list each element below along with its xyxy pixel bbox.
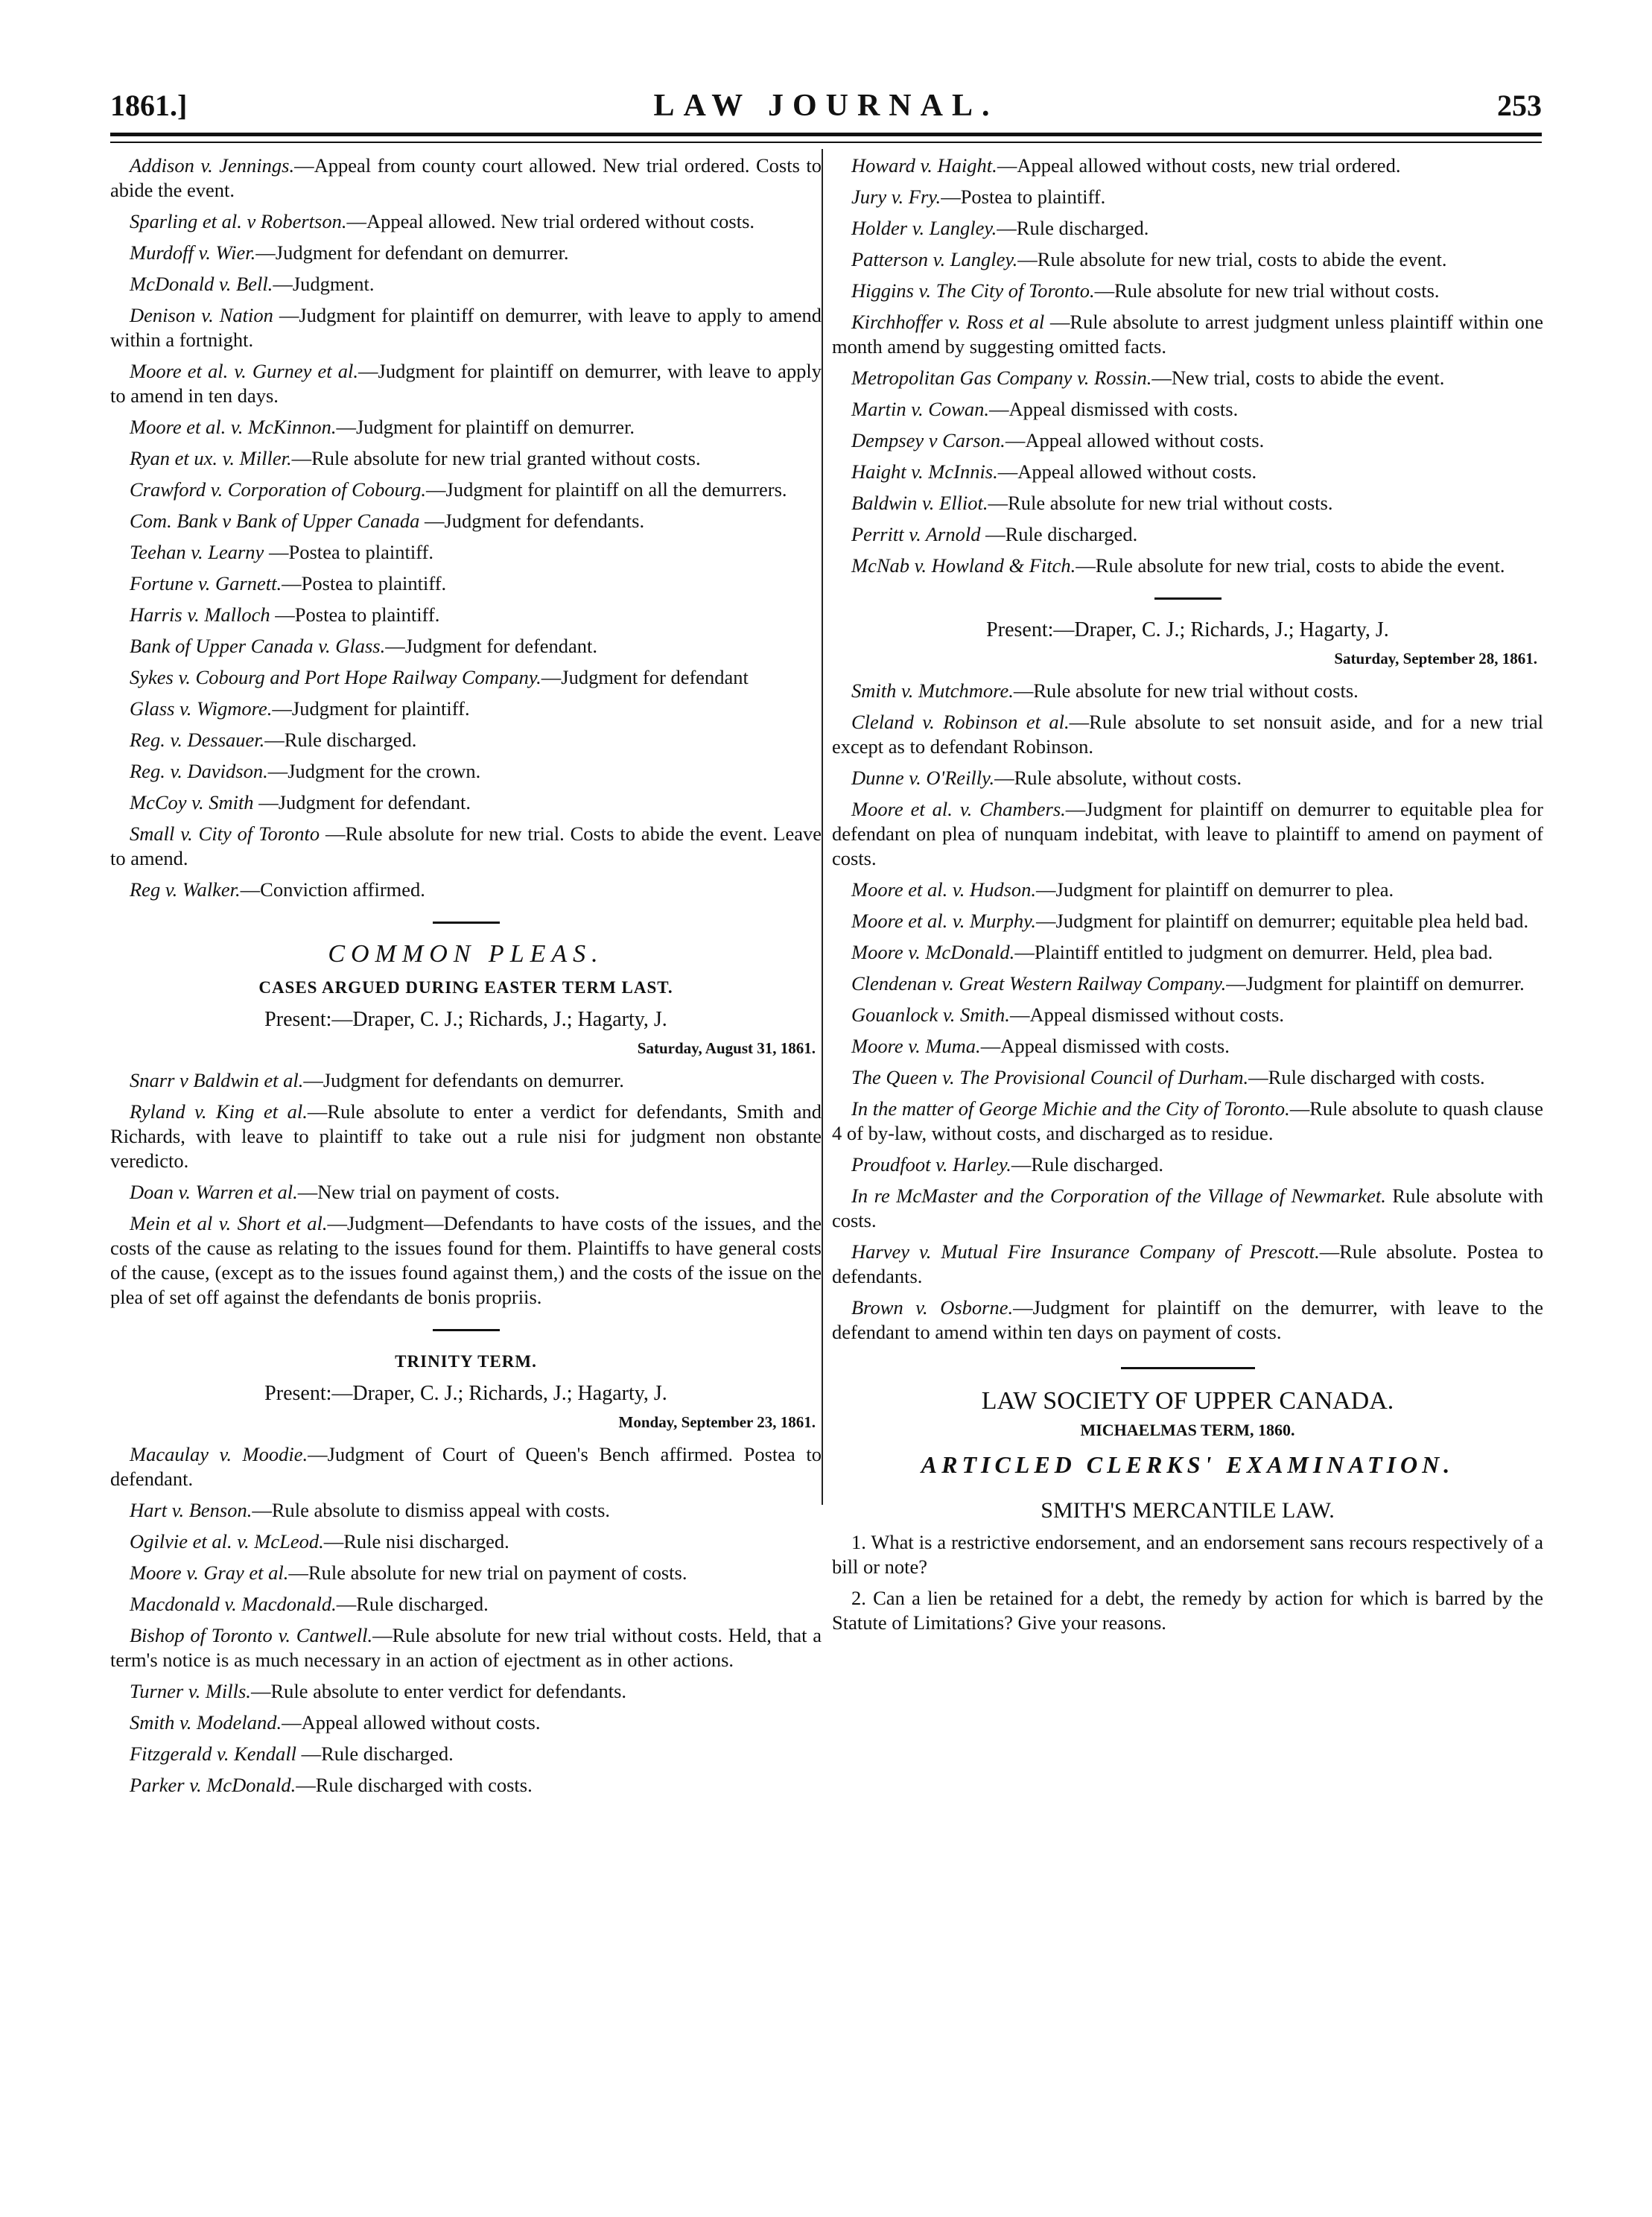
case-entry xyxy=(110,1498,822,1523)
trinity-entries xyxy=(110,1442,822,1798)
common-pleas-present: Present:—Draper, C. J.; Richards, J.; Hagarty, J. xyxy=(264,1008,667,1031)
case-parties: Brown v. Osborne. xyxy=(851,1296,1014,1319)
case-entry xyxy=(832,971,1543,996)
case-ruling: —Appeal allowed without costs, new trial ordered. xyxy=(997,154,1401,177)
case-ruling: —Judgment for plaintiff on demurrer. xyxy=(336,416,635,438)
case-parties: Turner v. Mills. xyxy=(130,1680,251,1702)
case-entry xyxy=(110,509,822,533)
case-entry xyxy=(832,878,1543,902)
case-entry xyxy=(110,1623,822,1672)
case-entry xyxy=(832,797,1543,871)
case-entry xyxy=(832,766,1543,790)
case-parties: Fortune v. Garnett. xyxy=(130,572,282,594)
case-ruling: —Rule absolute for new trial without costs. xyxy=(1094,279,1440,302)
case-entry xyxy=(110,697,822,721)
exam-heading: ARTICLED CLERKS' EXAMINATION. xyxy=(921,1451,1455,1478)
law-society-heading: LAW SOCIETY OF UPPER CANADA. xyxy=(981,1387,1394,1415)
case-entry xyxy=(110,571,822,596)
header-rule-thick xyxy=(110,133,1542,136)
case-parties: Smith v. Mutchmore. xyxy=(851,679,1014,702)
case-entry xyxy=(110,1710,822,1735)
case-ruling: —Rule discharged. xyxy=(997,217,1149,239)
case-ruling: —Judgment—Defendants to have costs of the issues, and the costs of the cause as relating to the issues found for them. Plaintiffs to have general costs of the cause, (except as to the issues found against them,) and the costs of the issue on the plea of set off against the defendants de bonis propriis. xyxy=(110,1212,822,1308)
exam-question: 1. What is a restrictive endorsement, and an endorsement sans recours respectively of a bill or note? xyxy=(832,1531,1543,1578)
case-ruling: —Appeal from county court allowed. New trial ordered. Costs to abide the event. xyxy=(110,154,822,201)
case-parties: Denison v. Nation xyxy=(130,304,273,326)
column-divider xyxy=(822,149,823,1505)
case-entry xyxy=(832,522,1543,547)
case-ruling: —Rule discharged. xyxy=(980,523,1138,545)
case-ruling: —Judgment for defendants on demurrer. xyxy=(303,1069,624,1091)
case-parties: Haight v. McInnis. xyxy=(851,460,998,483)
case-entry xyxy=(832,554,1543,578)
case-parties: McCoy v. Smith xyxy=(130,791,254,813)
case-entry xyxy=(832,247,1543,272)
case-entry xyxy=(832,1097,1543,1146)
sept28-date: Saturday, September 28, 1861. xyxy=(1334,650,1537,667)
case-ruling: —Rule absolute to enter a verdict for defendants, Smith and Richards, with leave to plaintiff to take out a rule nisi for judgment non obstante veredicto. xyxy=(110,1100,822,1172)
case-entry xyxy=(110,1592,822,1617)
case-entry xyxy=(110,1068,822,1093)
case-entry xyxy=(110,1529,822,1554)
case-parties: Moore v. Muma. xyxy=(851,1035,981,1057)
case-parties: Ogilvie et al. v. McLeod. xyxy=(130,1530,324,1552)
case-entry xyxy=(110,1180,822,1205)
case-parties: Clendenan v. Great Western Railway Company. xyxy=(851,972,1227,995)
case-parties: In the matter of George Michie and the City of Toronto. xyxy=(851,1097,1290,1120)
case-parties: Reg. v. Dessauer. xyxy=(130,729,265,751)
case-ruling: —Rule discharged with costs. xyxy=(296,1774,533,1796)
case-ruling: —Rule absolute for new trial on payment of costs. xyxy=(288,1561,687,1584)
law-society-term: MICHAELMAS TERM, 1860. xyxy=(1080,1421,1295,1439)
case-parties: Harvey v. Mutual Fire Insurance Company of Prescott. xyxy=(851,1240,1320,1263)
case-entry xyxy=(110,478,822,502)
case-ruling: —Judgment for plaintiff on demurrer. xyxy=(1226,972,1525,995)
case-parties: Macdonald v. Macdonald. xyxy=(130,1593,337,1615)
case-ruling: —Conviction affirmed. xyxy=(240,878,425,901)
case-entry xyxy=(832,428,1543,453)
case-ruling: —Appeal allowed without costs. xyxy=(282,1711,541,1734)
case-entry xyxy=(110,272,822,296)
trinity-present: Present:—Draper, C. J.; Richards, J.; Hagarty, J. xyxy=(264,1382,667,1405)
case-ruling: —Judgment for defendant xyxy=(541,666,749,688)
case-ruling: —New trial, costs to abide the event. xyxy=(1151,367,1445,389)
case-ruling: —Judgment for plaintiff on demurrer, with leave to apply to amend in ten days. xyxy=(110,360,822,407)
case-parties: Moore et al. v. McKinnon. xyxy=(130,416,337,438)
case-entry xyxy=(832,460,1543,484)
case-parties: Fitzgerald v. Kendall xyxy=(130,1742,296,1765)
case-ruling: —Rule nisi discharged. xyxy=(323,1530,509,1552)
case-ruling: —Postea to plaintiff. xyxy=(264,541,434,563)
exam-questions xyxy=(832,1530,1543,1635)
common-pleas-heading: COMMON PLEAS. xyxy=(328,940,604,968)
case-ruling: —Rule absolute for new trial without costs. Held, that a term's notice is as much necessary in an action of ejectment as in other actions. xyxy=(110,1624,822,1671)
case-parties: Martin v. Cowan. xyxy=(851,398,990,420)
header-page-number: 253 xyxy=(1497,89,1542,122)
case-entry xyxy=(110,759,822,784)
common-pleas-date: Saturday, August 31, 1861. xyxy=(637,1039,816,1057)
case-ruling: —Appeal dismissed without costs. xyxy=(1009,1003,1284,1026)
case-ruling: —Rule discharged. xyxy=(1011,1153,1164,1176)
case-entry xyxy=(110,359,822,408)
sept28-entries xyxy=(832,679,1543,1345)
case-entry xyxy=(832,153,1543,178)
case-ruling: —Rule absolute for new trial without costs. xyxy=(988,492,1333,514)
case-parties: Dempsey v Carson. xyxy=(851,429,1006,451)
header-year: 1861.] xyxy=(110,89,188,122)
case-ruling: —Rule absolute for new trial, costs to abide the event. xyxy=(1076,554,1505,577)
case-ruling: —Judgment for plaintiff. xyxy=(272,697,470,720)
case-ruling: —Rule absolute for new trial granted without costs. xyxy=(291,447,701,469)
case-ruling: Rule absolute with costs. xyxy=(832,1184,1543,1231)
case-ruling: —Postea to plaintiff. xyxy=(282,572,447,594)
case-parties: McDonald v. Bell. xyxy=(130,273,273,295)
case-parties: Moore et al. v. Murphy. xyxy=(851,910,1037,932)
case-ruling: —Judgment. xyxy=(273,273,375,295)
case-entry xyxy=(110,1773,822,1798)
case-ruling: —Rule absolute. Postea to defendants. xyxy=(832,1240,1543,1287)
case-ruling: —Appeal allowed. New trial ordered without costs. xyxy=(346,210,755,232)
exam-question: 2. Can a lien be retained for a debt, the remedy by action for which is barred by the Statute of Limitations? Give your reasons. xyxy=(832,1587,1543,1634)
section-separator xyxy=(1154,597,1221,600)
case-ruling: —Appeal allowed without costs. xyxy=(1005,429,1265,451)
case-ruling: —Appeal dismissed with costs. xyxy=(980,1035,1230,1057)
case-ruling: —Rule discharged. xyxy=(296,1742,454,1765)
case-entry xyxy=(110,446,822,471)
section-separator xyxy=(1121,1367,1255,1369)
case-ruling: —Judgment for plaintiff on demurrer to plea. xyxy=(1036,878,1394,901)
case-ruling: —New trial on payment of costs. xyxy=(297,1181,560,1203)
case-parties: Moore v. Gray et al. xyxy=(130,1561,289,1584)
case-parties: Baldwin v. Elliot. xyxy=(851,492,988,514)
case-entry xyxy=(832,491,1543,516)
case-parties: Com. Bank v Bank of Upper Canada xyxy=(130,510,420,532)
case-parties: Jury v. Fry. xyxy=(851,185,941,208)
case-ruling: —Judgment for defendants. xyxy=(419,510,645,532)
case-ruling: —Judgment for plaintiff on demurrer, with leave to apply to amend within a fortnight. xyxy=(110,304,822,351)
case-parties: Smith v. Modeland. xyxy=(130,1711,282,1734)
case-parties: Murdoff v. Wier. xyxy=(130,241,256,264)
case-ruling: —Rule absolute to enter verdict for defendants. xyxy=(250,1680,627,1702)
case-parties: Moore v. McDonald. xyxy=(851,941,1015,963)
case-entry xyxy=(832,366,1543,390)
case-parties: Ryland v. King et al. xyxy=(130,1100,308,1123)
case-parties: Holder v. Langley. xyxy=(851,217,997,239)
case-entry xyxy=(832,1065,1543,1090)
case-parties: Snarr v Baldwin et al. xyxy=(130,1069,304,1091)
case-ruling: —Rule discharged. xyxy=(264,729,417,751)
case-entry xyxy=(110,209,822,234)
section-separator xyxy=(433,1329,500,1331)
header-rule-thin xyxy=(110,142,1542,143)
common-pleas-entries xyxy=(110,1068,822,1310)
case-parties: The Queen v. The Provisional Council of Durham. xyxy=(851,1066,1249,1088)
case-parties: Sykes v. Cobourg and Port Hope Railway Company. xyxy=(130,666,541,688)
case-ruling: —Rule discharged. xyxy=(336,1593,489,1615)
case-entry xyxy=(832,1184,1543,1233)
case-parties: McNab v. Howland & Fitch. xyxy=(851,554,1076,577)
case-parties: Proudfoot v. Harley. xyxy=(851,1153,1011,1176)
common-pleas-subheading: CASES ARGUED DURING EASTER TERM LAST. xyxy=(258,978,673,997)
case-entry xyxy=(832,279,1543,303)
case-entry xyxy=(110,878,822,902)
case-parties: Patterson v. Langley. xyxy=(851,248,1018,270)
case-entry xyxy=(110,665,822,690)
case-entry xyxy=(110,728,822,752)
case-parties: Perritt v. Arnold xyxy=(851,523,981,545)
case-entry xyxy=(832,679,1543,703)
case-parties: Doan v. Warren et al. xyxy=(130,1181,298,1203)
case-ruling: —Judgment for the crown. xyxy=(267,760,481,782)
case-entry xyxy=(832,216,1543,241)
case-entry xyxy=(110,1742,822,1766)
case-parties: Small v. City of Toronto xyxy=(130,822,320,845)
case-entry xyxy=(110,1211,822,1310)
case-ruling: —Rule discharged with costs. xyxy=(1248,1066,1485,1088)
case-entry xyxy=(832,310,1543,359)
case-parties: Mein et al v. Short et al. xyxy=(130,1212,328,1234)
trinity-heading: TRINITY TERM. xyxy=(395,1352,537,1371)
case-parties: Higgins v. The City of Toronto. xyxy=(851,279,1095,302)
case-parties: Reg. v. Davidson. xyxy=(130,760,268,782)
case-parties: Cleland v. Robinson et al. xyxy=(851,711,1070,733)
case-parties: Addison v. Jennings. xyxy=(130,154,295,177)
case-parties: Dunne v. O'Reilly. xyxy=(851,767,995,789)
exam-subject: SMITH'S MERCANTILE LAW. xyxy=(1041,1498,1335,1523)
case-ruling: —Appeal dismissed with costs. xyxy=(989,398,1239,420)
case-entry xyxy=(110,1679,822,1704)
case-ruling: —Appeal allowed without costs. xyxy=(997,460,1257,483)
case-entry xyxy=(110,634,822,659)
case-parties: Howard v. Haight. xyxy=(851,154,997,177)
case-ruling: —Rule absolute, without costs. xyxy=(994,767,1242,789)
case-parties: Teehan v. Learny xyxy=(130,541,264,563)
case-ruling: —Judgment for defendant. xyxy=(253,791,471,813)
case-ruling: —Judgment of Court of Queen's Bench affirmed. Postea to defendant. xyxy=(110,1443,822,1490)
case-parties: Metropolitan Gas Company v. Rossin. xyxy=(851,367,1152,389)
case-parties: Moore et al. v. Hudson. xyxy=(851,878,1037,901)
case-entry xyxy=(110,790,822,815)
case-entry xyxy=(832,1152,1543,1177)
case-entry xyxy=(110,1561,822,1585)
case-ruling: —Plaintiff entitled to judgment on demurrer. Held, plea bad. xyxy=(1014,941,1493,963)
case-ruling: —Postea to plaintiff. xyxy=(941,185,1106,208)
case-parties: In re McMaster and the Corporation of the Village of Newmarket. xyxy=(851,1184,1386,1207)
case-entry xyxy=(110,153,822,203)
trinity-date: Monday, September 23, 1861. xyxy=(618,1413,816,1431)
case-parties: Gouanlock v. Smith. xyxy=(851,1003,1010,1026)
case-ruling: —Rule absolute to quash clause 4 of by-law, without costs, and discharged as to residue. xyxy=(832,1097,1543,1144)
case-parties: Crawford v. Corporation of Cobourg. xyxy=(130,478,427,501)
header-title: LAW JOURNAL. xyxy=(653,89,999,123)
right-entries xyxy=(832,153,1543,578)
case-ruling: —Judgment for defendant. xyxy=(385,635,598,657)
case-parties: Moore et al. v. Chambers. xyxy=(851,798,1066,820)
case-parties: Bank of Upper Canada v. Glass. xyxy=(130,635,386,657)
left-column xyxy=(110,153,822,1804)
case-entry xyxy=(110,241,822,265)
case-parties: Macaulay v. Moodie. xyxy=(130,1443,308,1465)
case-entry xyxy=(110,415,822,440)
case-entry xyxy=(832,710,1543,759)
case-parties: Hart v. Benson. xyxy=(130,1499,252,1521)
case-parties: Glass v. Wigmore. xyxy=(130,697,273,720)
case-parties: Ryan et ux. v. Miller. xyxy=(130,447,292,469)
case-ruling: —Rule absolute for new trial. Costs to abide the event. Leave to amend. xyxy=(110,822,822,869)
case-entry xyxy=(832,940,1543,965)
case-ruling: —Judgment for plaintiff on the demurrer, with leave to the defendant to amend within ten days on payment of costs. xyxy=(832,1296,1543,1343)
case-entry xyxy=(832,1240,1543,1289)
right-column xyxy=(832,153,1543,1642)
case-entry xyxy=(832,185,1543,209)
case-entry xyxy=(110,603,822,627)
case-ruling: —Rule absolute to dismiss appeal with costs. xyxy=(252,1499,611,1521)
case-entry xyxy=(110,540,822,565)
case-ruling: —Judgment for defendant on demurrer. xyxy=(255,241,569,264)
case-parties: Parker v. McDonald. xyxy=(130,1774,296,1796)
case-ruling: —Judgment for plaintiff on all the demurrers. xyxy=(426,478,787,501)
case-entry xyxy=(832,1034,1543,1059)
case-entry xyxy=(110,1442,822,1491)
case-parties: Moore et al. v. Gurney et al. xyxy=(130,360,359,382)
case-ruling: —Rule absolute to set nonsuit aside, and for a new trial except as to defendant Robinson. xyxy=(832,711,1543,758)
case-entry xyxy=(832,1295,1543,1345)
case-parties: Sparling et al. v Robertson. xyxy=(130,210,347,232)
page-header xyxy=(110,88,1542,133)
case-parties: Reg v. Walker. xyxy=(130,878,241,901)
case-parties: Bishop of Toronto v. Cantwell. xyxy=(130,1624,373,1646)
case-entry xyxy=(832,1003,1543,1027)
case-ruling: —Rule absolute for new trial without costs. xyxy=(1013,679,1359,702)
case-ruling: —Postea to plaintiff. xyxy=(270,603,440,626)
case-parties: Kirchhoffer v. Ross et al xyxy=(851,311,1045,333)
case-ruling: —Judgment for plaintiff on demurrer; equitable plea held bad. xyxy=(1036,910,1529,932)
case-entry xyxy=(110,1100,822,1173)
case-entry xyxy=(832,909,1543,933)
case-parties: Harris v. Malloch xyxy=(130,603,270,626)
section-separator xyxy=(433,922,500,924)
case-ruling: —Rule absolute to arrest judgment unless plaintiff within one month amend by suggesting omitted facts. xyxy=(832,311,1544,358)
case-entry xyxy=(110,822,822,871)
case-entry xyxy=(110,303,822,352)
case-ruling: —Rule absolute for new trial, costs to abide the event. xyxy=(1017,248,1447,270)
case-ruling: —Judgment for plaintiff on demurrer to equitable plea for defendant on plea of nunquam indebitat, with leave to plaintiff to amend on payment of costs. xyxy=(832,798,1543,869)
left-entries xyxy=(110,153,822,902)
sept28-present: Present:—Draper, C. J.; Richards, J.; Hagarty, J. xyxy=(986,618,1389,641)
case-entry xyxy=(832,397,1543,422)
